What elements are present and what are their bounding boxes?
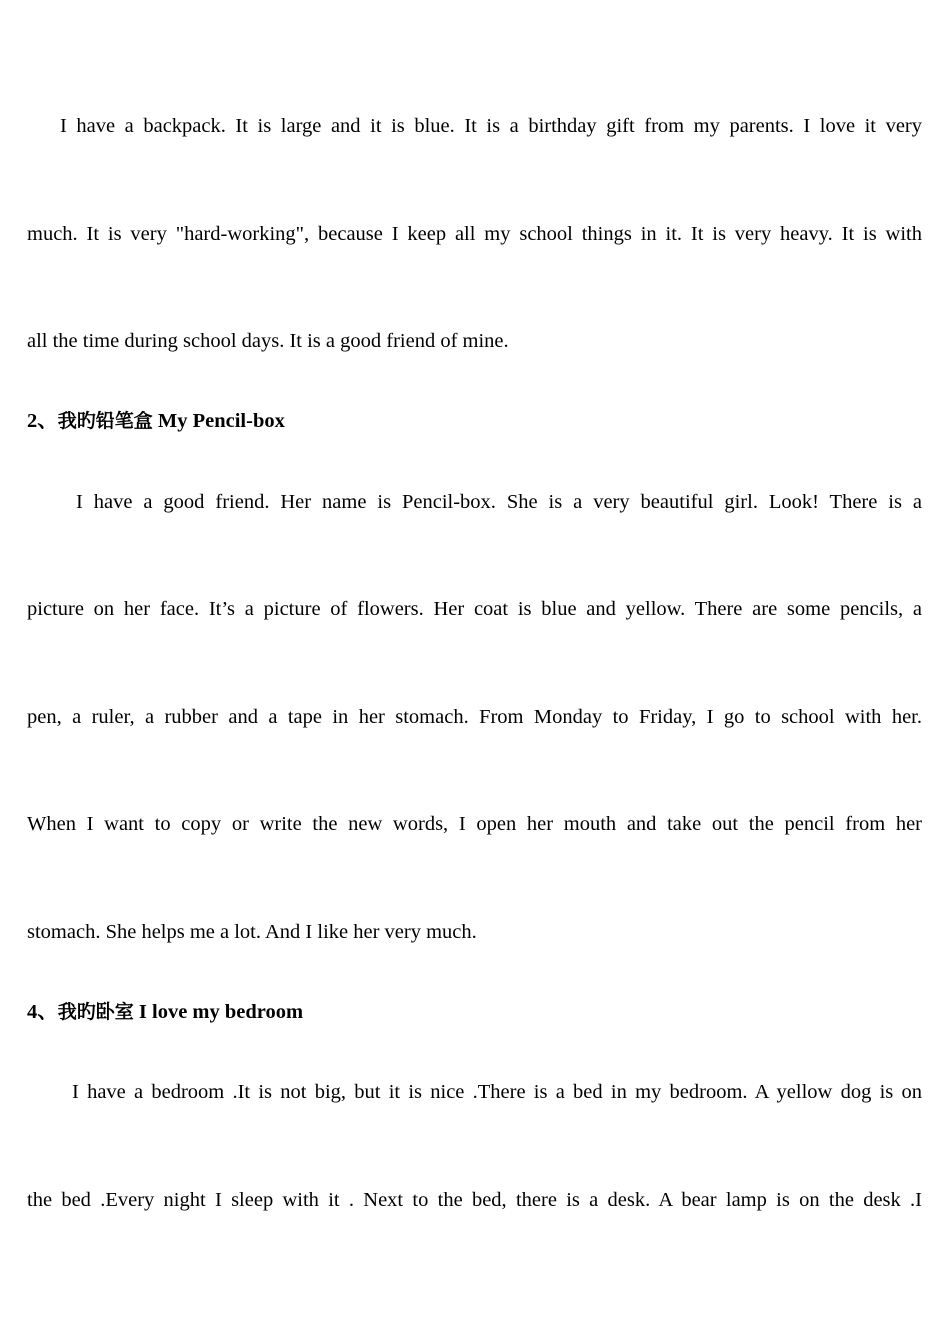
paragraph-line: I have a backpack. It is large and it is blue. It is a birthday gift from my parents. I love it very [60,115,922,137]
heading-number: 4、 [27,1001,58,1023]
paragraph-line: stomach. She helps me a lot. And I like her very much. [27,921,477,943]
section-heading-pencil-box [27,408,922,434]
paragraph-line: picture on her face. It’s a picture of flowers. Her coat is blue and yellow. There are some pencils, a [27,598,922,620]
paragraph-line: all the time during school days. It is a good friend of mine. [27,330,509,352]
paragraph-line: When I want to copy or write the new words, I open her mouth and take out the pencil from her [27,813,922,835]
heading-number: 2、 [27,410,58,432]
paragraph-line: the bed .Every night I sleep with it . Next to the bed, there is a desk. A bear lamp is on the desk .I [27,1189,922,1211]
section-heading-bedroom [27,999,922,1025]
heading-title-chinese: 我旳铅笔盒 [57,410,153,432]
heading-title-chinese: 我旳卧室 [57,1001,134,1023]
paragraph-line: pen, a ruler, a rubber and a tape in her stomach. From Monday to Friday, I go to school with her. [27,706,922,728]
paragraph-line: I have a good friend. Her name is Pencil-box. She is a very beautiful girl. Look! There is a [76,491,922,513]
paragraph-line: much. It is very "hard-working", because I keep all my school things in it. It is very heavy. It is with [27,223,922,245]
heading-title-english: I love my bedroom [133,1001,304,1023]
paragraph-line: I have a bedroom .It is not big, but it is nice .There is a bed in my bedroom. A yellow dog is on [72,1081,922,1103]
heading-title-english: My Pencil-box [152,410,285,432]
